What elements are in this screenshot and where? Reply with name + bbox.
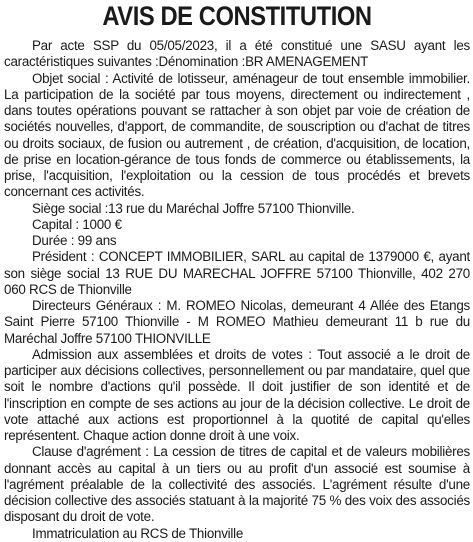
- notice-title: AVIS DE CONSTITUTION: [102, 1, 372, 31]
- paragraph-voting-rights: Admission aux assemblées et droits de votes : Tout associé a le droit de participer aux décisions collectives, personnellement ou par mandataire, quel que soit le nombre d'actions qu'il possède. Il doit justifier de son identité et de l'inscription en compte de ses actions au jour de la décision collective. Le droit de vote attaché aux actions est proportionnel à la quotité de capital qu'elles représentent. Chaque action donne droit à une voix.: [4, 346, 470, 443]
- paragraph-duration: Durée : 99 ans: [32, 233, 117, 248]
- paragraph-social-object: Objet social : Activité de lotisseur, aménageur de tout ensemble immobilier. La participation de la société par tous moyens, directement ou indirectement , dans toutes opérations pouvant se rattacher à son objet par voie de création de sociétés nouvelles, d'apport, de commandite, de souscription ou d'achat de titres ou droits sociaux, de fusion ou autrement , de création, d'acquisition, de location, de prise en location-gérance de tous fonds de commerce ou établissements, la prise, l'acquisition, l'exploitation ou la cession de tous procédés et brevets concernant ces activités.: [4, 70, 470, 200]
- paragraph-president: Président : CONCEPT IMMOBILIER, SARL au capital de 1379000 €, ayant son siège social 13 RUE DU MARECHAL JOFFRE 57100 Thionville, 402 270 060 RCS de Thionville: [4, 249, 470, 297]
- paragraph-general-managers: Directeurs Généraux : M. ROMEO Nicolas, demeurant 4 Allée des Etangs Saint Pierre 57100 Thionville - M ROMEO Mathieu demeurant 11 b rue du Maréchal Joffre 57100 THIONVILLE: [4, 298, 470, 346]
- paragraph-constitution: Par acte SSP du 05/05/2023, il a été constitué une SASU ayant les caractéristiques suivantes :Dénomination :BR AMENAGEMENT: [4, 38, 470, 70]
- paragraph-head-office: Siège social :13 rue du Maréchal Joffre 57100 Thionville.: [32, 200, 355, 216]
- paragraph-capital: Capital : 1000 €: [32, 216, 122, 232]
- notice-body: [4, 38, 470, 542]
- paragraph-approval-clause: Clause d'agrément : La cession de titres de capital et de valeurs mobilières donnant accès au capital à un tiers ou au profit d'un associé est soumise à l'agrément préalable de la collectivité des associés. L'agrément résulte d'une décision collective des associés statuant à la majorité 75 % des voix des associés disposant du droit de vote.: [4, 444, 470, 525]
- paragraph-registration: Immatriculation au RCS de Thionville: [32, 525, 244, 541]
